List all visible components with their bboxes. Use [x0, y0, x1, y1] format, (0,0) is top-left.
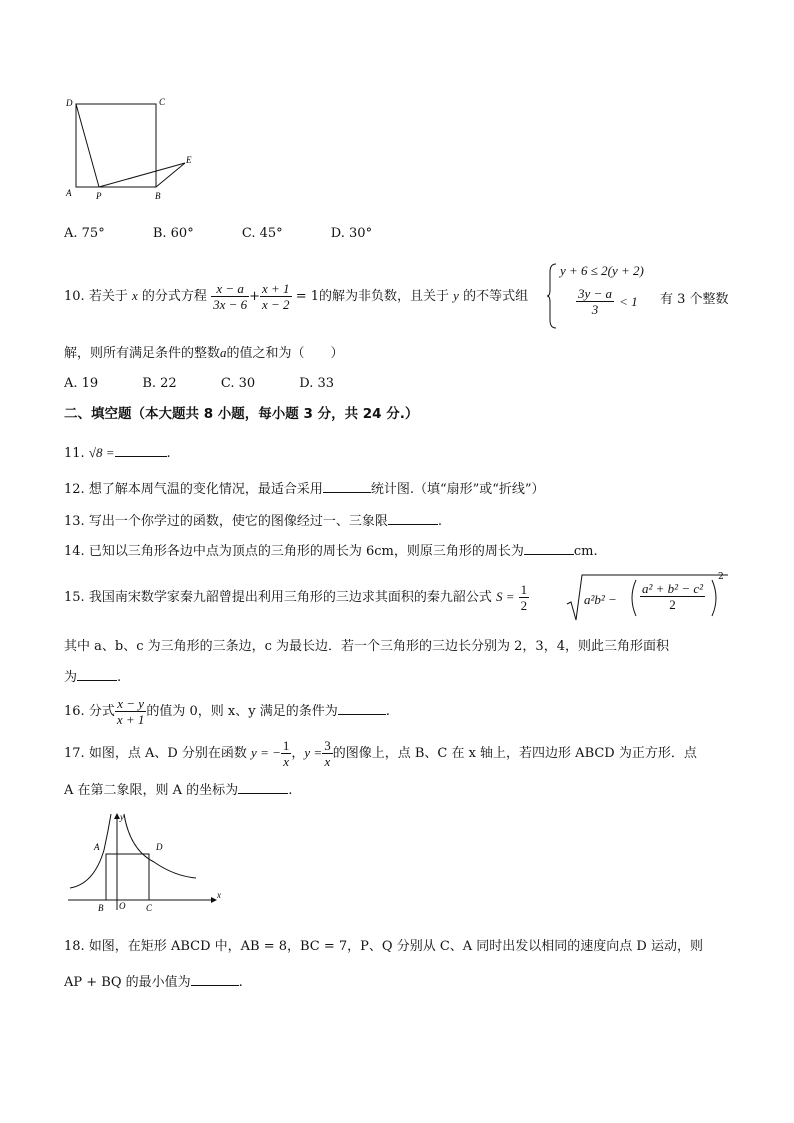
q18-period: .: [238, 975, 243, 990]
q17-fraction-2: [322, 738, 333, 769]
q9-option-b: B. 60°: [152, 226, 194, 241]
frac-num: x + 1: [262, 281, 290, 296]
q15-formula-S: S =: [495, 589, 515, 604]
q11-number: 11.: [64, 446, 85, 461]
frac-den: x + 1: [116, 712, 145, 727]
q12-text: 统计图.（填“扇形”或“折线”）: [370, 482, 545, 497]
q11-answer-blank[interactable]: [115, 443, 167, 457]
q15-text: 为: [64, 670, 78, 685]
q16-text: 分式: [88, 704, 115, 719]
q11-expression: √8 =: [88, 445, 115, 460]
label-C: C: [146, 903, 153, 913]
q10-option-b: B. 22: [142, 376, 177, 391]
q18-line1: 18. 如图，在矩形 ABCD 中，AB = 8，BC = 7，P、Q 分别从 C、A 同时出发以相同的速度向点 D 运动，则: [64, 939, 703, 954]
q12-answer-blank[interactable]: [323, 479, 371, 493]
plus-sign: +: [249, 289, 261, 304]
q10-var-x: x: [131, 288, 138, 303]
q10-ineq-rhs: < 1: [619, 294, 638, 309]
q10-text: 的值之和为（ ）: [226, 346, 344, 361]
q10-var-a: a: [220, 345, 227, 360]
q12: [64, 479, 545, 499]
frac-den: x: [324, 754, 331, 769]
q10-options: [64, 375, 378, 393]
q17-text: A 在第二象限，则 A 的坐标为: [64, 783, 239, 798]
q9-option-c: C. 45°: [241, 226, 283, 241]
q10-option-c: C. 30: [220, 376, 256, 391]
q17-comma: ，: [291, 746, 305, 761]
q15-square-exponent: 2: [718, 572, 724, 582]
frac-num: x − y: [115, 696, 147, 712]
q13: [64, 511, 442, 531]
q9-option-a: A. 75°: [64, 226, 105, 241]
label-E: E: [186, 155, 192, 165]
q16-period: .: [385, 704, 390, 719]
q10-line2: [64, 344, 344, 363]
q11: [64, 443, 171, 463]
q16-answer-blank[interactable]: [338, 701, 386, 715]
q17-line2: [64, 780, 292, 800]
frac-num: 1: [520, 582, 528, 597]
q16-fraction: [115, 696, 147, 727]
q9-option-d: D. 30°: [330, 226, 373, 241]
q10-var-y: y: [453, 288, 459, 303]
label-C: C: [159, 97, 166, 107]
q17-period: .: [288, 783, 293, 798]
q15-text: 我国南宋数学家秦九韶曾提出利用三角形的三边求其面积的秦九韶公式: [88, 590, 492, 605]
q13-answer-blank[interactable]: [388, 511, 438, 525]
frac-num: 3y − a: [578, 286, 613, 301]
q13-text: 写出一个你学过的函数，使它的图像经过一、三象限: [88, 514, 388, 529]
q13-period: .: [437, 514, 442, 529]
q10-option-d: D. 33: [299, 376, 335, 391]
q18-line2: [64, 972, 243, 992]
q13-number: 13.: [64, 514, 85, 529]
q10-text: 的分式方程: [141, 289, 207, 304]
section-heading: 二、填空题（本大题共 8 小题，每小题 3 分，共 24 分.）: [64, 406, 419, 422]
q10-ineq-fraction: [576, 286, 614, 317]
q10-fraction-2: [260, 281, 292, 312]
frac-den: 2: [520, 598, 528, 613]
label-O: O: [119, 901, 126, 911]
frac-num: a² + b² − c²: [642, 581, 704, 596]
q17-fraction-1: [281, 738, 292, 769]
frac-num: x − a: [211, 281, 249, 297]
q17-text: 如图，点 A、D 分别在函数: [88, 746, 247, 761]
q18-text: AP + BQ 的最小值为: [64, 975, 191, 990]
q9-square-figure: [62, 95, 198, 207]
q10-system-brace: [546, 262, 558, 330]
frac-num: 3: [324, 738, 331, 753]
q14-text: 已知以三角形各边中点为顶点的三角形的周长为 6cm，则原三角形的周长为: [88, 544, 524, 559]
q10-text: 的解为非负数，且关于: [319, 289, 450, 304]
frac-den: 3: [591, 302, 599, 317]
q15-ab-term: a²b² −: [584, 592, 617, 607]
q17-function-2: y =: [304, 745, 323, 760]
frac-den: 3x − 6: [213, 297, 248, 312]
label-P: P: [96, 191, 102, 201]
q17-answer-blank[interactable]: [238, 780, 288, 794]
q14-answer-blank[interactable]: [524, 541, 574, 555]
q9-options: [64, 225, 416, 243]
q14-number: 14.: [64, 544, 85, 559]
q15-number: 15.: [64, 590, 85, 605]
q15-line3: [64, 667, 121, 687]
axis-label-y: y: [120, 812, 124, 822]
q12-number: 12.: [64, 482, 85, 497]
label-A: A: [66, 188, 72, 198]
q10-inequality-1: y + 6 ≤ 2(y + 2): [560, 263, 644, 278]
frac-num: 1: [282, 738, 290, 753]
q10-eq-rhs: = 1: [295, 289, 319, 304]
label-D: D: [66, 98, 73, 108]
q15-line1: [64, 576, 529, 619]
label-B: B: [98, 903, 104, 913]
label-B: B: [155, 191, 161, 201]
q16-text: 的值为 0，则 x、y 满足的条件为: [146, 704, 338, 719]
q11-period: .: [166, 446, 171, 461]
q17-function-graph: [64, 810, 224, 914]
label-D: D: [156, 842, 163, 852]
q14: [64, 541, 598, 561]
q17-line1: [64, 735, 697, 772]
q10-line1: [64, 276, 528, 317]
q10-text: 若关于: [88, 289, 128, 304]
q10-inequality-2: [576, 286, 638, 317]
q10-text-tail: 有 3 个整数: [660, 292, 729, 307]
frac-den: x − 2: [262, 297, 290, 312]
q10-text: 解，则所有满足条件的整数: [64, 346, 221, 361]
q18-answer-blank[interactable]: [191, 972, 239, 986]
q15-period: .: [117, 670, 122, 685]
frac-den: x: [283, 754, 290, 769]
q12-text: 想了解本周气温的变化情况，最适合采用: [88, 482, 323, 497]
label-A: A: [94, 842, 100, 852]
q15-inner-fraction: [640, 581, 705, 612]
q10-number: 10.: [64, 289, 85, 304]
q15-answer-blank[interactable]: [77, 667, 117, 681]
q16: [64, 695, 390, 729]
q10-text: 的不等式组: [463, 289, 529, 304]
q16-number: 16.: [64, 704, 85, 719]
q17-text: 的图像上，点 B、C 在 x 轴上，若四边形 ABCD 为正方形．点: [332, 746, 697, 761]
axis-label-x: x: [217, 890, 221, 900]
q10-option-a: A. 19: [64, 376, 99, 391]
q15-line2: 其中 a、b、c 为三角形的三条边，c 为最长边．若一个三角形的三边长分别为 2，3，4，则此三角形面积: [64, 639, 669, 654]
q15-half: [519, 582, 530, 613]
q17-function-1: y = −: [251, 745, 281, 760]
q17-number: 17.: [64, 746, 85, 761]
frac-den: 2: [669, 597, 676, 612]
q14-unit: cm.: [573, 544, 598, 559]
q10-fraction-1: [211, 281, 249, 312]
